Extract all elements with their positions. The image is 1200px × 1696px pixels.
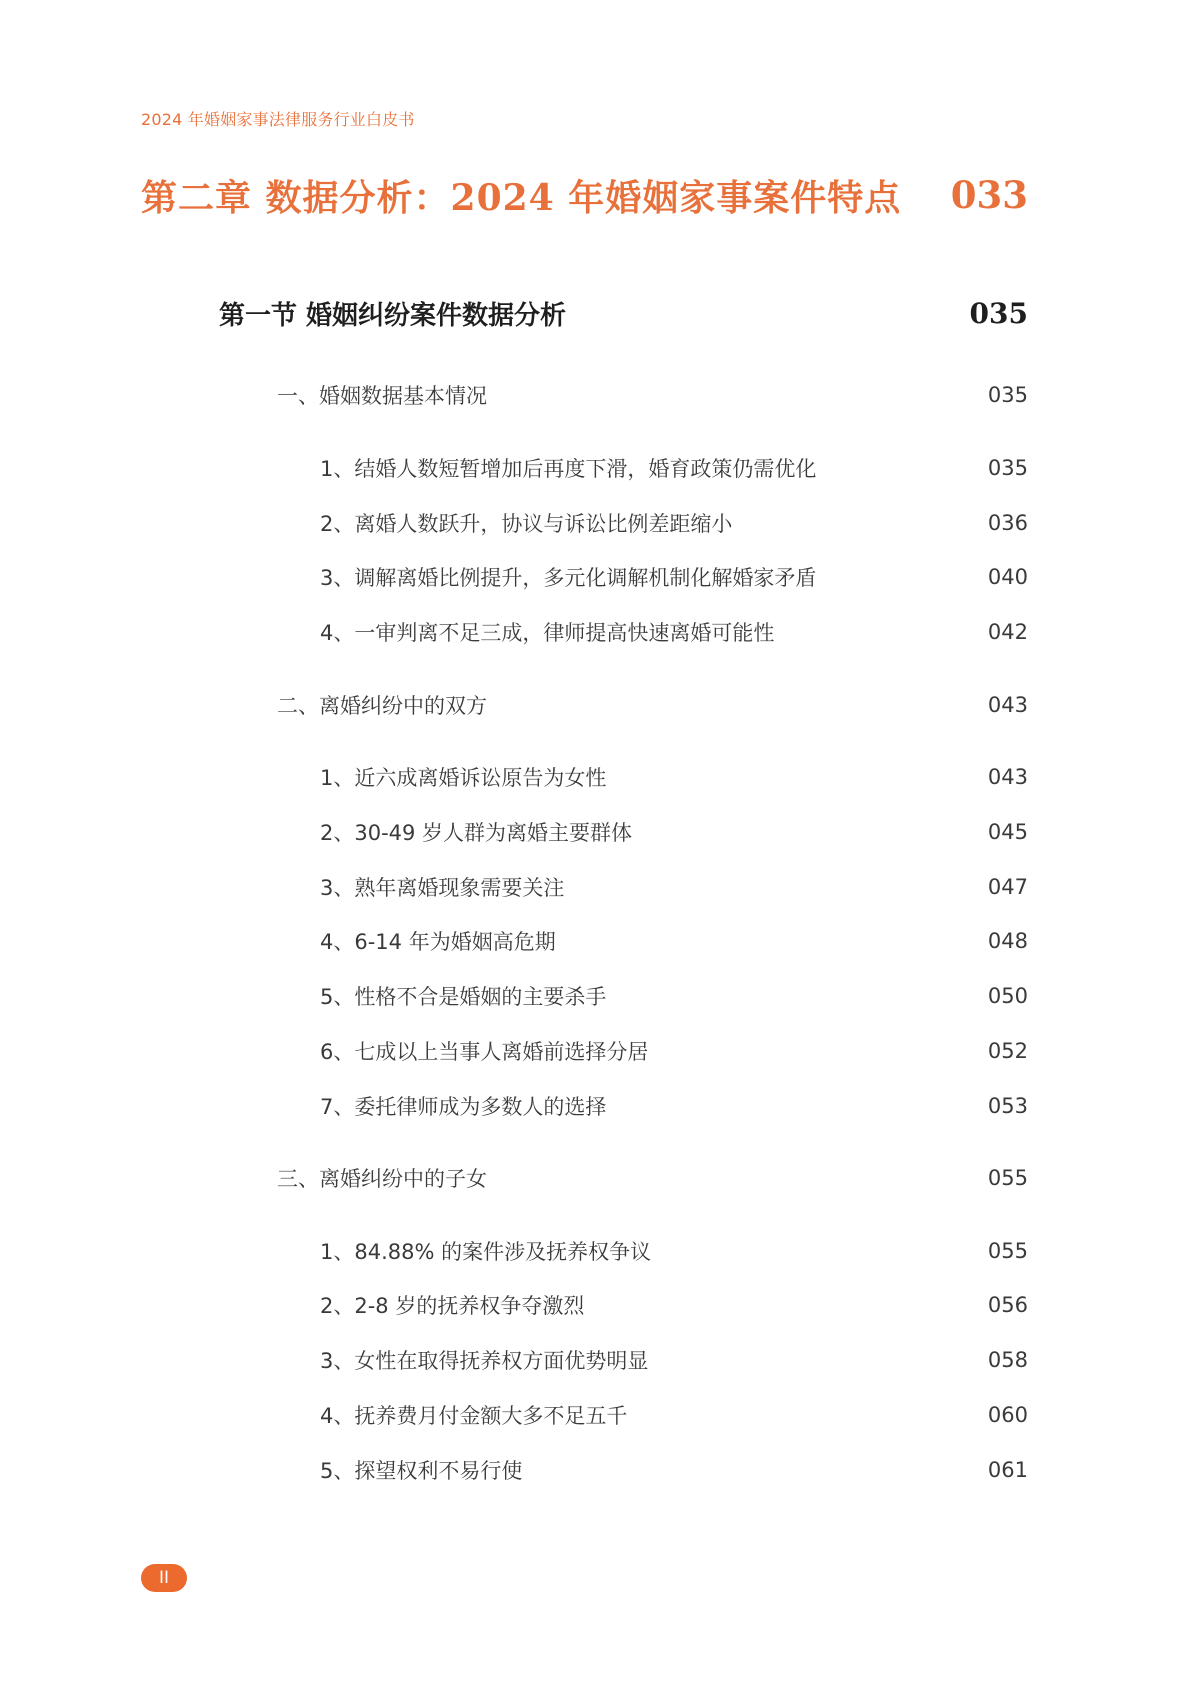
toc-page-number: 050	[987, 984, 1028, 1008]
toc-item-entry[interactable]	[320, 1289, 1028, 1321]
toc-item-entry[interactable]	[320, 1344, 1028, 1376]
page-number-badge: II	[141, 1564, 187, 1592]
toc-item-label: 6、七成以上当事人离婚前选择分居	[320, 1040, 649, 1064]
subsection-title: 二、离婚纠纷中的双方	[277, 694, 487, 718]
toc-item-entry[interactable]	[320, 980, 1028, 1012]
toc-subsection-entry[interactable]	[277, 1162, 1028, 1194]
toc-item-label: 2、30-49 岁人群为离婚主要群体	[320, 821, 633, 845]
subsection-title: 三、离婚纠纷中的子女	[277, 1167, 487, 1191]
toc-page-number: 055	[987, 1166, 1028, 1190]
section-page-number: 035	[969, 296, 1028, 330]
section-title: 第一节 婚姻纠纷案件数据分析	[219, 300, 567, 331]
subsection-title: 一、婚姻数据基本情况	[277, 384, 487, 408]
toc-item-label: 5、探望权利不易行使	[320, 1459, 523, 1483]
toc-page-number: 035	[987, 456, 1028, 480]
toc-subsection-entry[interactable]	[277, 379, 1028, 411]
chapter-page-number: 033	[950, 173, 1028, 217]
toc-item-entry[interactable]	[320, 816, 1028, 848]
toc-item-label: 1、84.88% 的案件涉及抚养权争议	[320, 1240, 652, 1264]
toc-page-number: 043	[987, 765, 1028, 789]
toc-page-number: 047	[987, 875, 1028, 899]
toc-item-label: 3、熟年离婚现象需要关注	[320, 876, 565, 900]
toc-item-label: 2、2-8 岁的抚养权争夺激烈	[320, 1294, 585, 1318]
toc-item-entry[interactable]	[320, 1454, 1028, 1486]
toc-page-number: 052	[987, 1039, 1028, 1063]
toc-item-label: 4、6-14 年为婚姻高危期	[320, 930, 556, 954]
toc-item-entry[interactable]	[320, 1090, 1028, 1122]
toc-page-number: 035	[987, 383, 1028, 407]
toc-item-entry[interactable]	[320, 1235, 1028, 1267]
toc-item-label: 7、委托律师成为多数人的选择	[320, 1095, 607, 1119]
toc-item-entry[interactable]	[320, 616, 1028, 648]
toc-item-label: 1、结婚人数短暂增加后再度下滑，婚育政策仍需优化	[320, 457, 817, 481]
toc-item-label: 3、调解离婚比例提升，多元化调解机制化解婚家矛盾	[320, 566, 817, 590]
toc-item-entry[interactable]	[320, 925, 1028, 957]
toc-page-number: 053	[987, 1094, 1028, 1118]
running-header: 2024 年婚姻家事法律服务行业白皮书	[141, 110, 415, 129]
toc-page-number: 036	[987, 511, 1028, 535]
toc-item-entry[interactable]	[320, 561, 1028, 593]
toc-page-number: 061	[987, 1458, 1028, 1482]
chapter-title: 第二章 数据分析：2024 年婚姻家事案件特点	[141, 176, 902, 219]
toc-item-entry[interactable]	[320, 452, 1028, 484]
toc-item-entry[interactable]	[320, 507, 1028, 539]
toc-item-label: 3、女性在取得抚养权方面优势明显	[320, 1349, 649, 1373]
toc-page-number: 043	[987, 693, 1028, 717]
toc-page-number: 060	[987, 1403, 1028, 1427]
toc-page-number: 058	[987, 1348, 1028, 1372]
toc-page-number: 040	[987, 565, 1028, 589]
toc-item-entry[interactable]	[320, 761, 1028, 793]
toc-page-number: 056	[987, 1293, 1028, 1317]
toc-page-number: 055	[987, 1239, 1028, 1263]
toc-item-label: 4、一审判离不足三成，律师提高快速离婚可能性	[320, 621, 775, 645]
toc-page-number: 045	[987, 820, 1028, 844]
toc-chapter-entry[interactable]	[141, 170, 1028, 220]
toc-item-entry[interactable]	[320, 871, 1028, 903]
toc-item-entry[interactable]	[320, 1035, 1028, 1067]
toc-item-label: 2、离婚人数跃升，协议与诉讼比例差距缩小	[320, 512, 733, 536]
toc-page-number: 048	[987, 929, 1028, 953]
toc-page-number: 042	[987, 620, 1028, 644]
toc-item-label: 1、近六成离婚诉讼原告为女性	[320, 766, 607, 790]
toc-subsection-entry[interactable]	[277, 689, 1028, 721]
toc-item-label: 5、性格不合是婚姻的主要杀手	[320, 985, 607, 1009]
toc-item-label: 4、抚养费月付金额大多不足五千	[320, 1404, 628, 1428]
toc-section-entry[interactable]	[219, 293, 1028, 333]
toc-item-entry[interactable]	[320, 1399, 1028, 1431]
